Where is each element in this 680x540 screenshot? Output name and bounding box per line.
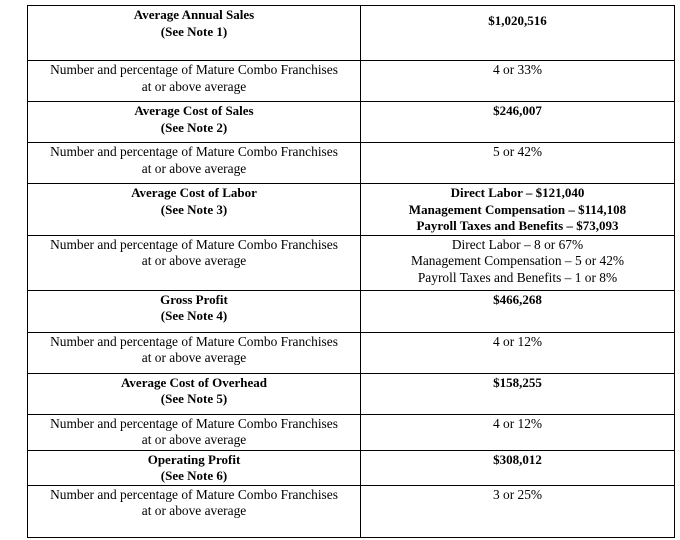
management-compensation-count: Management Compensation – 5 or 42% (410, 253, 625, 268)
payroll-taxes-count: Payroll Taxes and Benefits – 1 or 8% (417, 269, 618, 285)
table-row (28, 485, 675, 537)
count-label-cell (28, 485, 361, 537)
table-row (28, 184, 675, 236)
table-row (28, 332, 675, 373)
count-value: 4 or 12% (492, 415, 543, 431)
table-row (28, 235, 675, 290)
metric-note: (See Note 4) (160, 308, 228, 323)
table-row (28, 450, 675, 485)
metric-value-cell (361, 102, 675, 143)
franchise-financial-table (27, 5, 675, 538)
metric-note: (See Note 1) (160, 23, 228, 39)
metric-note: (See Note 2) (160, 119, 228, 135)
metric-title: Average Annual Sales (133, 7, 255, 22)
count-label: Number and percentage of Mature Combo Franchises (50, 486, 338, 502)
table-row (28, 290, 675, 332)
count-label: Number and percentage of Mature Combo Franchises (50, 333, 338, 349)
metric-note: (See Note 3) (160, 201, 228, 217)
table-row (28, 143, 675, 184)
metric-label-cell (28, 102, 361, 143)
count-value: 3 or 25% (492, 486, 543, 502)
count-label-cell (28, 332, 361, 373)
metric-value: $308,012 (493, 451, 542, 467)
count-value-cell (361, 61, 675, 102)
metric-note: (See Note 6) (160, 468, 228, 483)
count-label: Number and percentage of Mature Combo Franchises (50, 236, 338, 252)
metric-label-cell (28, 290, 361, 332)
metric-value: $246,007 (493, 103, 542, 118)
metric-value-cell (361, 184, 675, 236)
count-value: 4 or 12% (492, 333, 543, 349)
count-label: Number and percentage of Mature Combo Franchises (50, 144, 338, 159)
metric-value-cell (361, 290, 675, 332)
metric-title: Gross Profit (160, 291, 228, 307)
count-value-cell (361, 332, 675, 373)
metric-title: Operating Profit (147, 451, 241, 467)
table-row (28, 6, 675, 61)
count-label-cell (28, 61, 361, 102)
direct-labor-count: Direct Labor – 8 or 67% (451, 236, 584, 252)
count-label-cell (28, 235, 361, 290)
metric-note: (See Note 5) (160, 391, 228, 406)
metric-label-cell (28, 373, 361, 414)
table-row (28, 102, 675, 143)
metric-title: Average Cost of Sales (134, 103, 254, 118)
metric-value: $1,020,516 (488, 13, 547, 28)
table-row (28, 373, 675, 414)
metric-title: Average Cost of Labor (131, 185, 257, 200)
metric-value: $466,268 (493, 291, 542, 307)
count-label-sub: at or above average (141, 253, 247, 268)
payroll-taxes-value: Payroll Taxes and Benefits – $73,093 (416, 218, 619, 233)
count-value: 4 or 33% (492, 62, 543, 77)
metric-title: Average Cost of Overhead (121, 374, 267, 390)
count-value-cell (361, 414, 675, 450)
metric-value-cell (361, 6, 675, 61)
count-value-cell (361, 485, 675, 537)
count-label-sub: at or above average (141, 78, 247, 94)
metric-label-cell (28, 450, 361, 485)
count-value: 5 or 42% (492, 144, 543, 159)
count-label: Number and percentage of Mature Combo Franchises (50, 415, 338, 431)
metric-value-cell (361, 373, 675, 414)
metric-value-cell (361, 450, 675, 485)
count-label-sub: at or above average (141, 503, 247, 518)
count-label: Number and percentage of Mature Combo Franchises (50, 62, 338, 77)
metric-label-cell (28, 184, 361, 236)
count-value-cell (361, 143, 675, 184)
count-value-cell (361, 235, 675, 290)
count-label-cell (28, 414, 361, 450)
count-label-sub: at or above average (141, 350, 247, 365)
count-label-sub: at or above average (141, 432, 247, 447)
table-row (28, 414, 675, 450)
count-label-cell (28, 143, 361, 184)
metric-label-cell (28, 6, 361, 61)
table-row (28, 61, 675, 102)
management-compensation-value: Management Compensation – $114,108 (408, 201, 627, 217)
count-label-sub: at or above average (141, 160, 247, 176)
metric-value: $158,255 (493, 374, 542, 390)
direct-labor-value: Direct Labor – $121,040 (450, 185, 585, 200)
